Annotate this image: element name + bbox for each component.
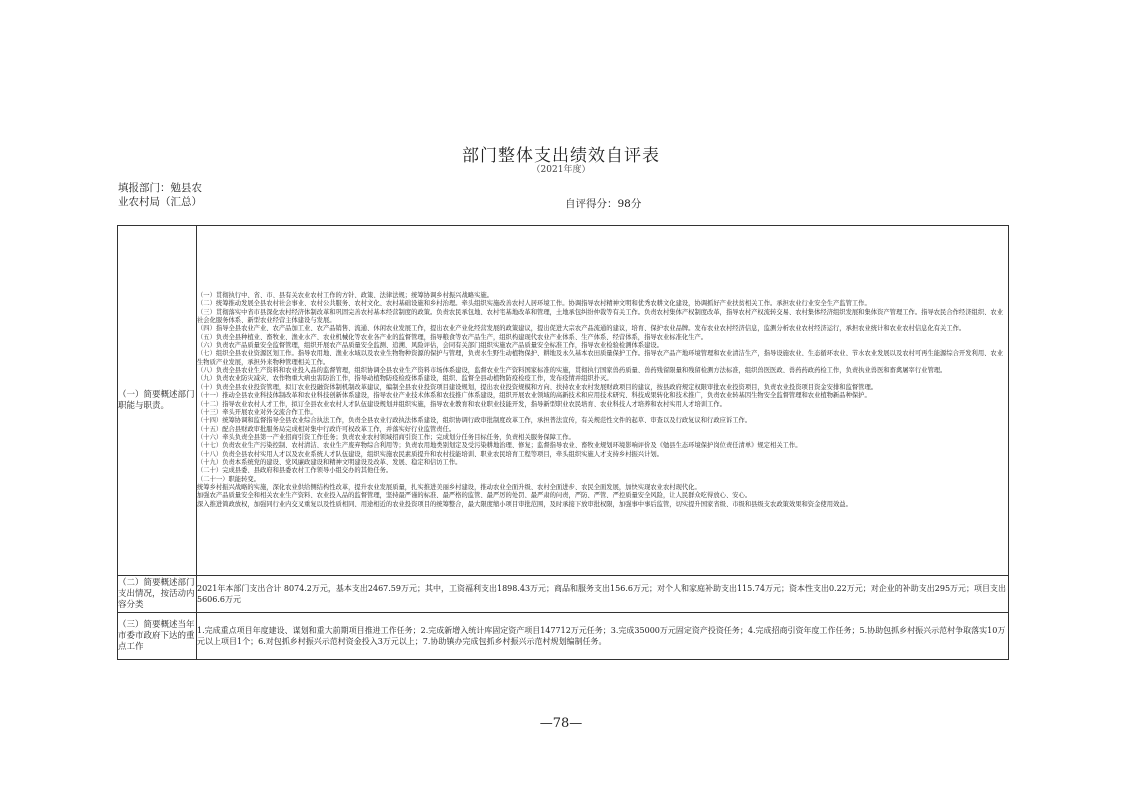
duty-item: （三）贯彻落实中省市县深化农村经济体制改革和巩固完善农村基本经营制度的政策。负责农民承包地、农村宅基地改革和管理，土地承包纠纷仲裁等有关工作。负责农村集体产权制度改革，指导农村产权流转交易、农村集体经济组织发展和集体资产管理工作。指导农民合作经济组织、农业社会化服务体系、新型农业经营主体建设与发展。 [197, 308, 1003, 325]
duty-item: （五）负责全县种植业、畜牧业、渔业水产、农业机械化等农业各产业的监督管理，指导粮食等农产品生产，组织构建现代农业产业体系、生产体系、经营体系，指导农业标准化生产。 [197, 333, 708, 341]
self-score: 自评得分：98分 [565, 198, 642, 210]
row-label-duties: （一）简要概述部门职能与职责。 [118, 226, 197, 576]
duty-item: （四）指导全县农业产业、农产品加工业、农产品销售、流通、休闲农业发展工作，提出农业产业化经营发展的政策建议，提出促进大宗农产品流通的建议，培育、保护农业品牌。发布农业农村经济信息，监测分析农业农村经济运行，承担农业统计和农业农村信息化有关工作。 [197, 325, 966, 333]
table-row [118, 613, 1009, 660]
report-year: （2021年度） [531, 165, 591, 175]
table-row [118, 226, 1009, 576]
reporting-department: 填报部门：勉县农业农村局（汇总） [118, 182, 202, 208]
duty-item: （十八）负责全县农村实用人才以及农业系统人才队伍建设，组织实施农民素质提升和农村技能培训、职业农民培育工程等项目，牵头组织实施人才支持乡村振兴计划。 [197, 450, 663, 458]
page-number: —78— [539, 716, 583, 731]
duty-item: （二）统筹推动发展全县农村社会事业、农村公共服务、农村文化、农村基础设施和乡村治理。牵头组织实施改善农村人居环境工作。协调指导农村精神文明和优秀农耕文化建设，协调抓好产业扶贫相关工作。承担农业行业安全生产监管工作。 [197, 300, 871, 308]
duty-item: （二十一）职能转变。 [197, 475, 260, 483]
page-title: 部门整体支出绩效自评表 [462, 146, 660, 166]
row-label-expenditure: （二）简要概述部门支出情况，按活动内容分类 [118, 576, 197, 613]
duty-item: （一）贯彻执行中、省、市、县有关农业农村工作的方针、政策、法律法规；统筹协调乡村振兴战略实施。 [197, 292, 493, 300]
duty-item: （七）组织全县农业资源区划工作。指导农用地、渔业水域以及农业生物物种资源的保护与管理，负责水生野生动植物保护、耕地及永久基本农田质量保护工作。指导农产品产地环境管理和农业清洁生产，指导设施农业、生态循环农业、节水农业发展以及农村可再生能源综合开发利用、农业生物质产业发展，承担外来物种管理相关工作。 [197, 350, 1003, 366]
duty-item: （十五）配合县财政审批服务局完成相对集中行政许可权改革工作，并落实好行业监管责任。 [197, 425, 456, 433]
duty-item: （十三）牵头开展农业对外交流合作工作。 [197, 408, 317, 416]
duties-content [197, 226, 1009, 576]
expenditure-content: 2021年本部门支出合计 8074.2万元，基本支出2467.59万元；其中，工资福利支出1898.43万元；商品和服务支出156.6万元；对个人和家庭补助支出115.74万元；资本性支出0.22万元；对企业的补助支出295万元；项目支出5606.6万元 [197, 576, 1009, 613]
duty-item: （十一）推动全县农业科技体制改革和农业科技创新体系建设，指导农业产业技术体系和农技推广体系建设，组织开展农业领域的高新技术和应用技术研究、科技成果转化和技术推广，负责农业转基因生物安全监督管理和农业植物新品种保护。 [197, 392, 871, 400]
duty-item: （十七）负责农业生产污染控制、农村清洁、农业生产废弃物综合利用等；负责农用地类别划定及受污染耕地治理、修复；监督指导农业、畜牧业规划环境影响评价及《勉县生态环境保护岗位责任清单》规定相关工作。 [197, 442, 802, 450]
evaluation-table [117, 225, 1009, 660]
row-label-key-tasks: （三）简要概述当年市委市政府下达的重点工作 [118, 613, 197, 660]
duty-item: 深入推进简政放权，加强同行业内交叉重复以及性质相同、用途相近的农业投资项目的统筹整合，最大限度缩小项目审批范围，及时承接下放审批权限，加强事中事后监管，切实提升国家省级、市级和县级支农政策效果和资金使用效益。 [197, 500, 852, 508]
duty-item: （六）负责农产品质量安全监督管理，组织开展农产品质量安全监测、追溯、风险评估，会同有关部门组织实施农产品质量安全标准工作，指导农业检验检测体系建设。 [197, 342, 663, 350]
duty-item: （十二）指导农业农村人才工作，拟订全县农业农村人才队伍建设规划并组织实施，指导农业教育和农业职业技能开发，指导新型职业农民培育、农业科技人才培养和农村实用人才培训工作。 [197, 400, 726, 408]
duty-item: （十）负责全县农业投资管理，拟订农业投融资体制机制改革建议，编制全县农业投资项目建设规划，提出农业投资规模和方向、扶持农业农村发展财政项目的建议，按县政府规定权限审批农业投资项目，负责农业投资项目资金安排和监督管理。 [197, 383, 878, 391]
duty-item: （九）负责农业防灾减灾、农作物重大病虫害防治工作，指导动植物防疫检疫体系建设，组织、监督全县动植物防疫检疫工作，发布疫情并组织扑灭。 [197, 375, 613, 383]
duty-item: （二十）完成县委、县政府和县委农村工作领导小组交办的其他任务。 [197, 467, 393, 475]
key-tasks-content: 1.完成重点项目年度建设、谋划和重大前期项目推进工作任务；2.完成新增入统计库固定资产项目147712万元任务；3.完成35000万元固定资产投资任务；4.完成招商引资年度工作任务；5.协助包抓乡村振兴示范村争取落实10万元以上项目1个；6.对包抓乡村振兴示范村资金投入3万元以上；7.协助镇办完成包抓乡村振兴示范村规划编制任务。 [197, 613, 1009, 660]
duty-item: （十四）统筹协调和监督指导全县农业综合执法工作，负责全县农业行政执法体系建设，组织协调行政审批制度改革工作，承担普法宣传，有关规范性文件的起草、审查以及行政复议和行政应诉工作。 [197, 417, 752, 425]
duty-item: （八）负责全县农业生产资料和农业投入品的监督管理，组织协调全县农业生产资料市场体系建设，监督农业生产资料国家标准的实施，贯彻执行国家兽药质量、兽药残留限量和残留检测方法标准，组织兽医医政、兽药药政药检工作，负责执业兽医和畜禽屠宰行业管理。 [197, 367, 947, 375]
table-row [118, 576, 1009, 613]
duty-item: （十六）牵头负责全县第一产业招商引资工作任务；负责农业农村领域招商引资工作；完成划分任务目标任务，负责相关服务保障工作。 [197, 433, 575, 441]
duty-item: 统筹乡村振兴战略的实施，深化农业供给侧结构性改革，提升农业发展质量，扎实推进美丽乡村建设，推动农业全面升级、农村全面进步、农民全面发展，加快实现农业农村现代化。 [197, 483, 701, 491]
duty-item: 加强农产品质量安全和相关农业生产资料、农业投入品的监督管理，坚持最严谨的标准、最严格的监管、最严厉的处罚、最严肃的问责，严防、严管、严控质量安全风险，让人民群众吃得放心、安心。 [197, 492, 752, 500]
duty-item: （十九）负责本系统党的建设、党风廉政建设和精神文明建设及改革、发展、稳定和信访工作。 [197, 458, 462, 466]
